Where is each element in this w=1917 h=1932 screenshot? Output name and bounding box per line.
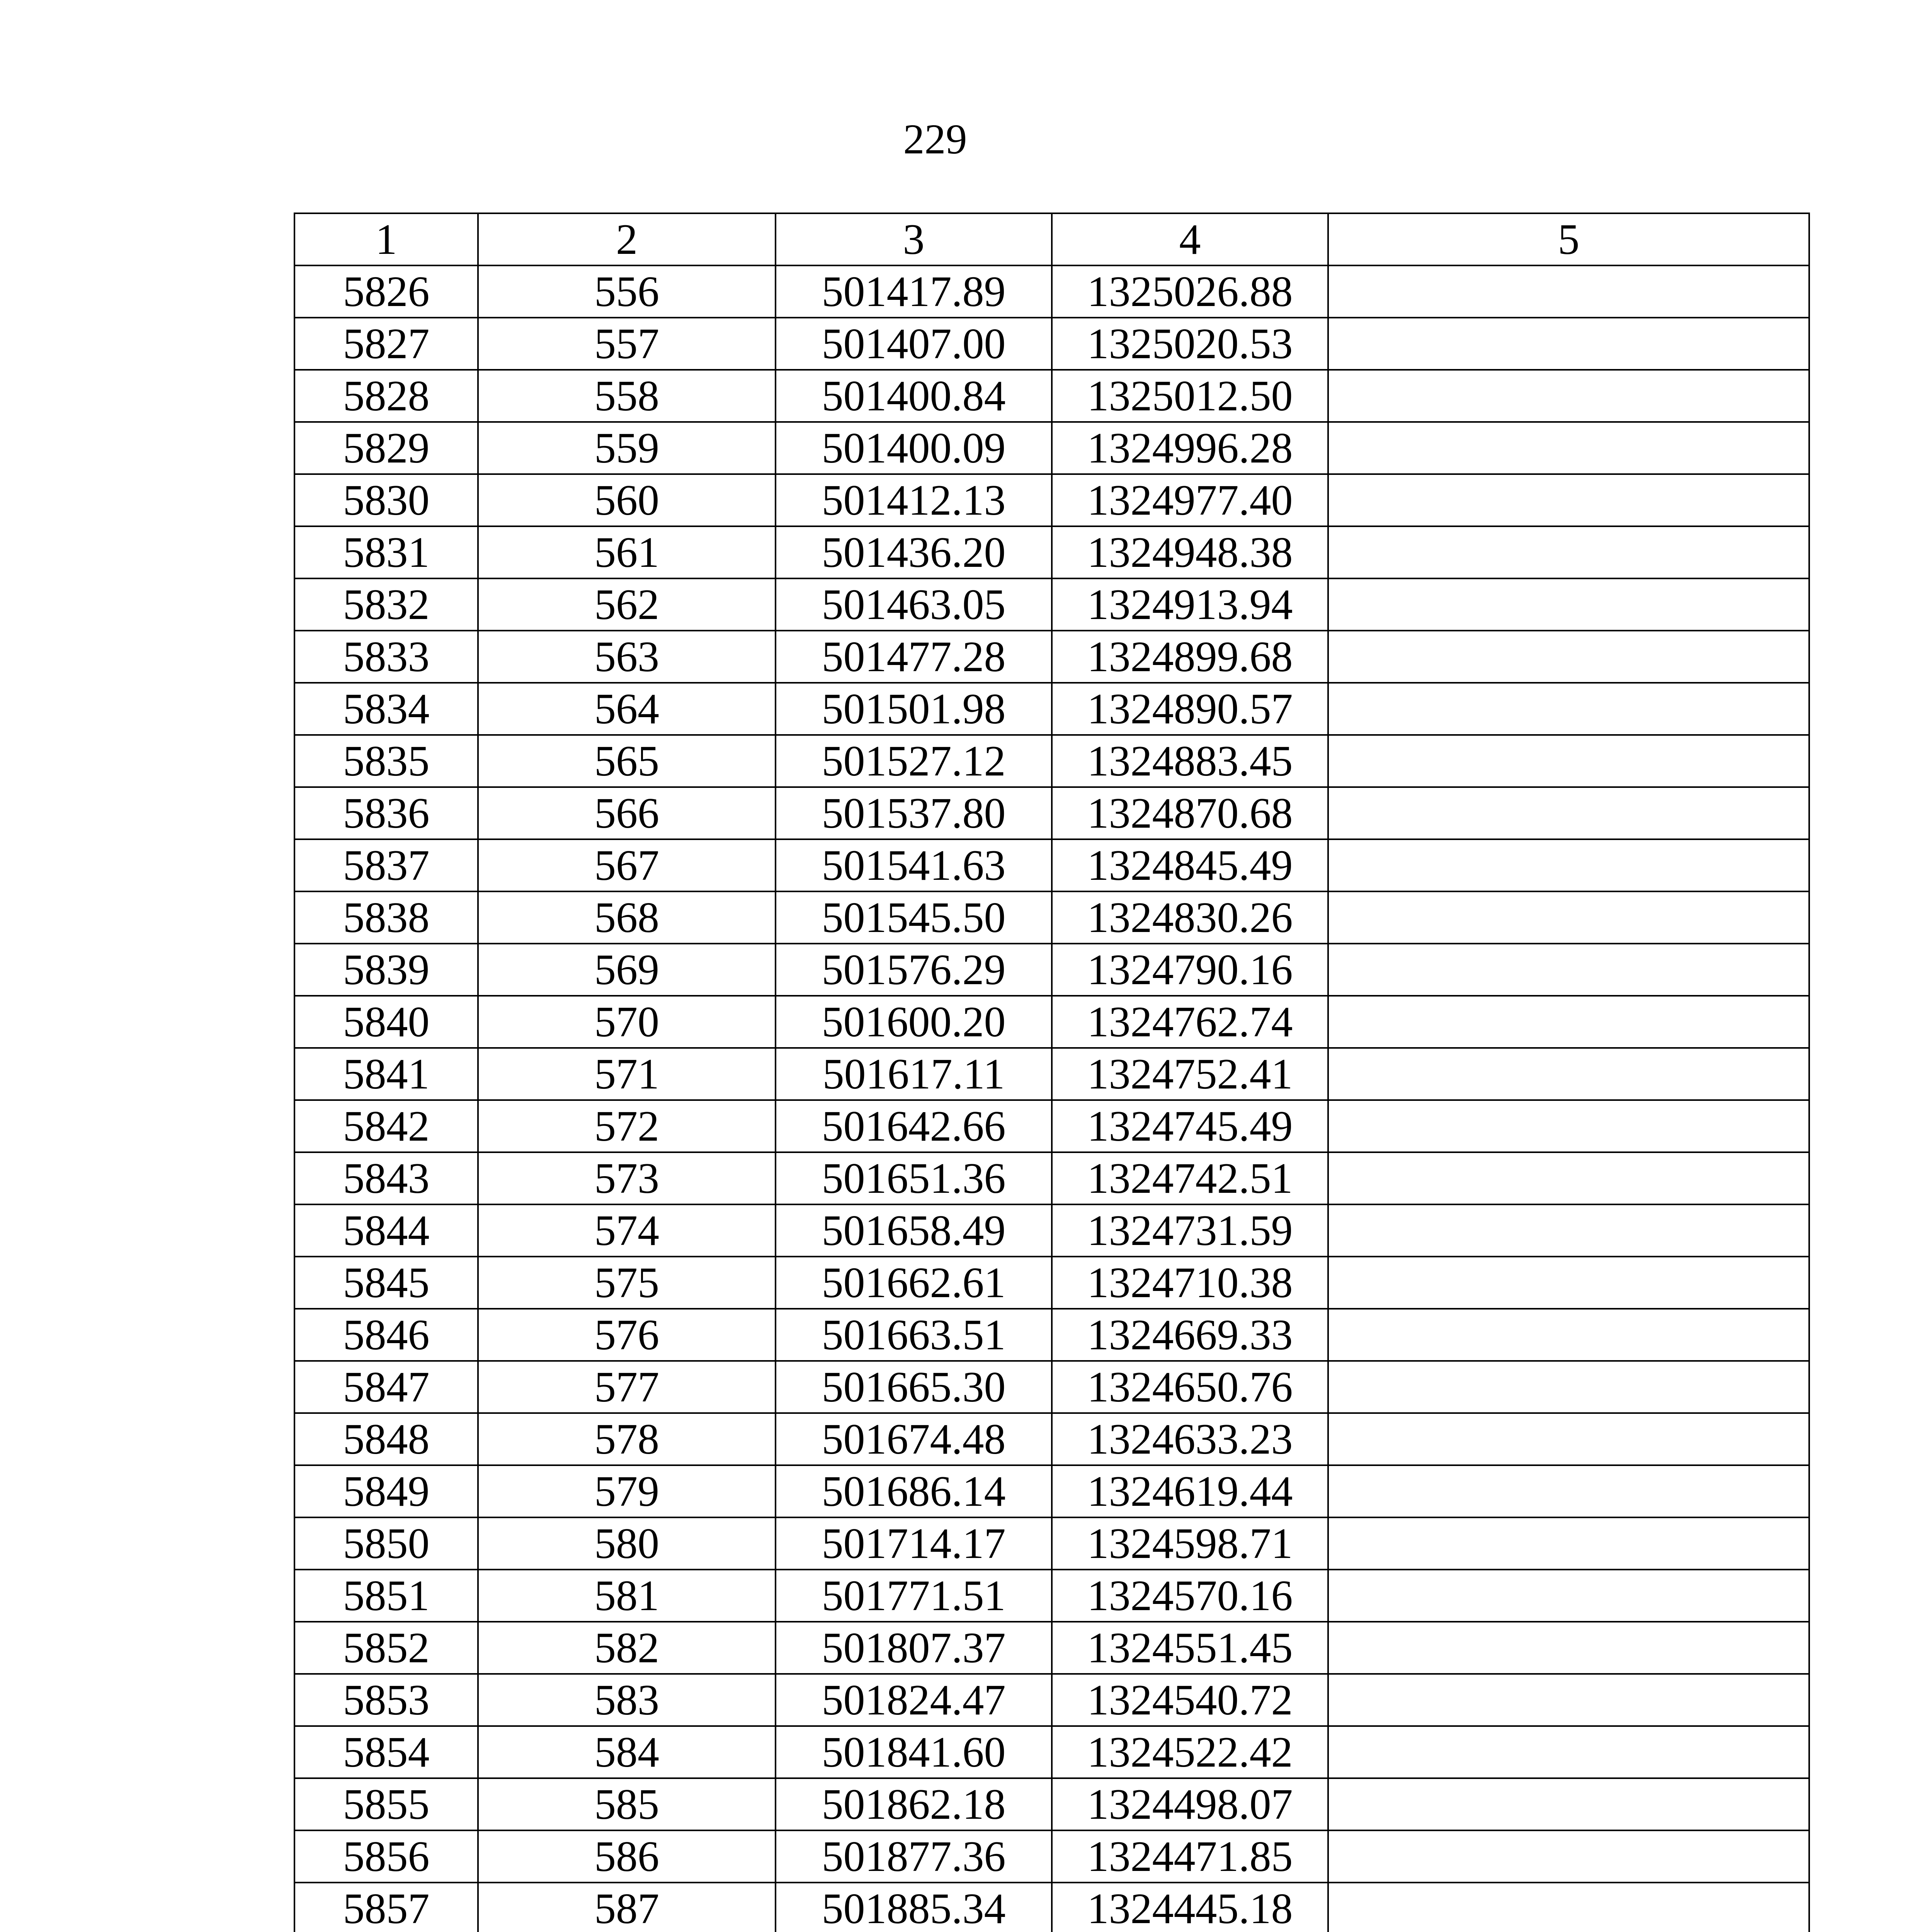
cell-note bbox=[1328, 944, 1809, 996]
cell-point-number: 5830 bbox=[294, 474, 478, 526]
cell-vertex-number: 574 bbox=[478, 1204, 776, 1257]
cell-note bbox=[1328, 1465, 1809, 1517]
cell-note bbox=[1328, 318, 1809, 370]
cell-vertex-number: 561 bbox=[478, 526, 776, 578]
cell-note bbox=[1328, 631, 1809, 683]
cell-coordinate-x: 501714.17 bbox=[776, 1517, 1052, 1570]
cell-vertex-number: 556 bbox=[478, 265, 776, 318]
cell-coordinate-x: 501477.28 bbox=[776, 631, 1052, 683]
table-row bbox=[294, 1257, 1809, 1309]
cell-vertex-number: 581 bbox=[478, 1570, 776, 1622]
table-row bbox=[294, 318, 1809, 370]
cell-vertex-number: 569 bbox=[478, 944, 776, 996]
cell-vertex-number: 563 bbox=[478, 631, 776, 683]
cell-coordinate-y: 1324498.07 bbox=[1052, 1778, 1328, 1830]
table-row bbox=[294, 370, 1809, 422]
cell-coordinate-y: 1325020.53 bbox=[1052, 318, 1328, 370]
header-col-3: 3 bbox=[776, 213, 1052, 265]
cell-point-number: 5849 bbox=[294, 1465, 478, 1517]
cell-vertex-number: 583 bbox=[478, 1674, 776, 1726]
cell-point-number: 5836 bbox=[294, 787, 478, 839]
cell-coordinate-y: 1324948.38 bbox=[1052, 526, 1328, 578]
cell-note bbox=[1328, 1100, 1809, 1152]
cell-coordinate-x: 501686.14 bbox=[776, 1465, 1052, 1517]
cell-coordinate-x: 501771.51 bbox=[776, 1570, 1052, 1622]
cell-point-number: 5834 bbox=[294, 683, 478, 735]
cell-point-number: 5835 bbox=[294, 735, 478, 787]
cell-coordinate-y: 1324870.68 bbox=[1052, 787, 1328, 839]
cell-coordinate-y: 1325012.50 bbox=[1052, 370, 1328, 422]
cell-coordinate-y: 1324445.18 bbox=[1052, 1883, 1328, 1932]
cell-point-number: 5845 bbox=[294, 1257, 478, 1309]
cell-vertex-number: 578 bbox=[478, 1413, 776, 1465]
cell-point-number: 5839 bbox=[294, 944, 478, 996]
cell-coordinate-y: 1324669.33 bbox=[1052, 1309, 1328, 1361]
cell-vertex-number: 582 bbox=[478, 1622, 776, 1674]
cell-point-number: 5844 bbox=[294, 1204, 478, 1257]
cell-note bbox=[1328, 1674, 1809, 1726]
header-col-2: 2 bbox=[478, 213, 776, 265]
table-row bbox=[294, 1830, 1809, 1883]
cell-point-number: 5850 bbox=[294, 1517, 478, 1570]
cell-coordinate-y: 1324752.41 bbox=[1052, 1048, 1328, 1100]
cell-coordinate-y: 1324790.16 bbox=[1052, 944, 1328, 996]
cell-note bbox=[1328, 1830, 1809, 1883]
cell-note bbox=[1328, 1257, 1809, 1309]
cell-coordinate-x: 501436.20 bbox=[776, 526, 1052, 578]
cell-coordinate-y: 1324899.68 bbox=[1052, 631, 1328, 683]
cell-coordinate-x: 501463.05 bbox=[776, 578, 1052, 631]
cell-note bbox=[1328, 1883, 1809, 1932]
cell-point-number: 5853 bbox=[294, 1674, 478, 1726]
table-row bbox=[294, 735, 1809, 787]
cell-coordinate-y: 1324742.51 bbox=[1052, 1152, 1328, 1204]
cell-note bbox=[1328, 839, 1809, 891]
cell-note bbox=[1328, 578, 1809, 631]
cell-coordinate-y: 1324540.72 bbox=[1052, 1674, 1328, 1726]
table-row bbox=[294, 1622, 1809, 1674]
cell-point-number: 5843 bbox=[294, 1152, 478, 1204]
table-body bbox=[294, 265, 1809, 1932]
cell-coordinate-x: 501617.11 bbox=[776, 1048, 1052, 1100]
cell-point-number: 5841 bbox=[294, 1048, 478, 1100]
cell-coordinate-y: 1324570.16 bbox=[1052, 1570, 1328, 1622]
cell-coordinate-x: 501417.89 bbox=[776, 265, 1052, 318]
cell-coordinate-y: 1324996.28 bbox=[1052, 422, 1328, 474]
cell-note bbox=[1328, 1517, 1809, 1570]
header-col-5: 5 bbox=[1328, 213, 1809, 265]
cell-point-number: 5851 bbox=[294, 1570, 478, 1622]
cell-coordinate-x: 501642.66 bbox=[776, 1100, 1052, 1152]
cell-coordinate-y: 1324890.57 bbox=[1052, 683, 1328, 735]
table-row bbox=[294, 1048, 1809, 1100]
cell-note bbox=[1328, 1622, 1809, 1674]
cell-note bbox=[1328, 1778, 1809, 1830]
cell-note bbox=[1328, 1152, 1809, 1204]
cell-coordinate-y: 1324650.76 bbox=[1052, 1361, 1328, 1413]
table-row bbox=[294, 1778, 1809, 1830]
cell-note bbox=[1328, 1309, 1809, 1361]
coordinates-table bbox=[294, 213, 1810, 1932]
cell-coordinate-x: 501537.80 bbox=[776, 787, 1052, 839]
cell-point-number: 5848 bbox=[294, 1413, 478, 1465]
cell-point-number: 5854 bbox=[294, 1726, 478, 1778]
table-row bbox=[294, 944, 1809, 996]
cell-coordinate-x: 501541.63 bbox=[776, 839, 1052, 891]
cell-point-number: 5852 bbox=[294, 1622, 478, 1674]
cell-coordinate-y: 1324745.49 bbox=[1052, 1100, 1328, 1152]
cell-note bbox=[1328, 683, 1809, 735]
cell-coordinate-x: 501662.61 bbox=[776, 1257, 1052, 1309]
cell-point-number: 5846 bbox=[294, 1309, 478, 1361]
table-row bbox=[294, 839, 1809, 891]
cell-vertex-number: 566 bbox=[478, 787, 776, 839]
cell-vertex-number: 568 bbox=[478, 891, 776, 944]
cell-coordinate-x: 501576.29 bbox=[776, 944, 1052, 996]
table-row bbox=[294, 996, 1809, 1048]
cell-coordinate-x: 501862.18 bbox=[776, 1778, 1052, 1830]
cell-vertex-number: 584 bbox=[478, 1726, 776, 1778]
header-col-4: 4 bbox=[1052, 213, 1328, 265]
cell-vertex-number: 562 bbox=[478, 578, 776, 631]
cell-coordinate-x: 501885.34 bbox=[776, 1883, 1052, 1932]
cell-vertex-number: 573 bbox=[478, 1152, 776, 1204]
table-row bbox=[294, 1204, 1809, 1257]
cell-vertex-number: 567 bbox=[478, 839, 776, 891]
cell-vertex-number: 565 bbox=[478, 735, 776, 787]
table-row bbox=[294, 787, 1809, 839]
cell-coordinate-y: 1324633.23 bbox=[1052, 1413, 1328, 1465]
cell-coordinate-y: 1324471.85 bbox=[1052, 1830, 1328, 1883]
cell-note bbox=[1328, 996, 1809, 1048]
cell-coordinate-y: 1324883.45 bbox=[1052, 735, 1328, 787]
table-row bbox=[294, 1465, 1809, 1517]
table-row bbox=[294, 265, 1809, 318]
cell-coordinate-x: 501824.47 bbox=[776, 1674, 1052, 1726]
cell-point-number: 5838 bbox=[294, 891, 478, 944]
table-row bbox=[294, 1100, 1809, 1152]
table-row bbox=[294, 1883, 1809, 1932]
cell-coordinate-y: 1324619.44 bbox=[1052, 1465, 1328, 1517]
cell-vertex-number: 587 bbox=[478, 1883, 776, 1932]
cell-vertex-number: 577 bbox=[478, 1361, 776, 1413]
cell-note bbox=[1328, 265, 1809, 318]
cell-note bbox=[1328, 474, 1809, 526]
cell-vertex-number: 579 bbox=[478, 1465, 776, 1517]
table-row bbox=[294, 1152, 1809, 1204]
cell-vertex-number: 585 bbox=[478, 1778, 776, 1830]
cell-point-number: 5831 bbox=[294, 526, 478, 578]
cell-coordinate-y: 1324762.74 bbox=[1052, 996, 1328, 1048]
cell-coordinate-y: 1324845.49 bbox=[1052, 839, 1328, 891]
cell-coordinate-x: 501545.50 bbox=[776, 891, 1052, 944]
cell-note bbox=[1328, 1413, 1809, 1465]
cell-coordinate-x: 501407.00 bbox=[776, 318, 1052, 370]
table-header bbox=[294, 213, 1809, 265]
cell-note bbox=[1328, 1726, 1809, 1778]
table-row bbox=[294, 1413, 1809, 1465]
cell-point-number: 5829 bbox=[294, 422, 478, 474]
table-row bbox=[294, 1361, 1809, 1413]
cell-note bbox=[1328, 1361, 1809, 1413]
cell-vertex-number: 586 bbox=[478, 1830, 776, 1883]
cell-vertex-number: 580 bbox=[478, 1517, 776, 1570]
cell-point-number: 5827 bbox=[294, 318, 478, 370]
cell-vertex-number: 575 bbox=[478, 1257, 776, 1309]
table-row bbox=[294, 683, 1809, 735]
cell-coordinate-y: 1324551.45 bbox=[1052, 1622, 1328, 1674]
cell-point-number: 5826 bbox=[294, 265, 478, 318]
cell-vertex-number: 558 bbox=[478, 370, 776, 422]
cell-coordinate-x: 501651.36 bbox=[776, 1152, 1052, 1204]
cell-coordinate-x: 501412.13 bbox=[776, 474, 1052, 526]
cell-point-number: 5828 bbox=[294, 370, 478, 422]
cell-coordinate-y: 1324522.42 bbox=[1052, 1726, 1328, 1778]
cell-coordinate-x: 501658.49 bbox=[776, 1204, 1052, 1257]
cell-coordinate-y: 1324710.38 bbox=[1052, 1257, 1328, 1309]
table-row bbox=[294, 631, 1809, 683]
cell-point-number: 5842 bbox=[294, 1100, 478, 1152]
table-row bbox=[294, 578, 1809, 631]
cell-vertex-number: 570 bbox=[478, 996, 776, 1048]
cell-note bbox=[1328, 891, 1809, 944]
cell-vertex-number: 576 bbox=[478, 1309, 776, 1361]
cell-coordinate-x: 501674.48 bbox=[776, 1413, 1052, 1465]
header-col-1: 1 bbox=[294, 213, 478, 265]
cell-note bbox=[1328, 526, 1809, 578]
cell-coordinate-y: 1324731.59 bbox=[1052, 1204, 1328, 1257]
cell-coordinate-x: 501600.20 bbox=[776, 996, 1052, 1048]
cell-coordinate-y: 1325026.88 bbox=[1052, 265, 1328, 318]
table-row bbox=[294, 1674, 1809, 1726]
cell-coordinate-x: 501807.37 bbox=[776, 1622, 1052, 1674]
cell-coordinate-y: 1324830.26 bbox=[1052, 891, 1328, 944]
cell-coordinate-x: 501501.98 bbox=[776, 683, 1052, 735]
cell-note bbox=[1328, 735, 1809, 787]
cell-vertex-number: 560 bbox=[478, 474, 776, 526]
cell-point-number: 5855 bbox=[294, 1778, 478, 1830]
table-row bbox=[294, 474, 1809, 526]
cell-coordinate-x: 501527.12 bbox=[776, 735, 1052, 787]
table-row bbox=[294, 1517, 1809, 1570]
cell-note bbox=[1328, 1048, 1809, 1100]
cell-coordinate-y: 1324913.94 bbox=[1052, 578, 1328, 631]
cell-point-number: 5837 bbox=[294, 839, 478, 891]
cell-note bbox=[1328, 1570, 1809, 1622]
cell-point-number: 5856 bbox=[294, 1830, 478, 1883]
page-number: 229 bbox=[903, 116, 967, 163]
cell-coordinate-y: 1324977.40 bbox=[1052, 474, 1328, 526]
cell-vertex-number: 559 bbox=[478, 422, 776, 474]
cell-vertex-number: 572 bbox=[478, 1100, 776, 1152]
cell-coordinate-x: 501841.60 bbox=[776, 1726, 1052, 1778]
cell-point-number: 5847 bbox=[294, 1361, 478, 1413]
cell-point-number: 5832 bbox=[294, 578, 478, 631]
header-row bbox=[294, 213, 1809, 265]
cell-coordinate-y: 1324598.71 bbox=[1052, 1517, 1328, 1570]
cell-coordinate-x: 501400.09 bbox=[776, 422, 1052, 474]
cell-note bbox=[1328, 370, 1809, 422]
table-row bbox=[294, 422, 1809, 474]
cell-note bbox=[1328, 422, 1809, 474]
cell-note bbox=[1328, 787, 1809, 839]
cell-coordinate-x: 501665.30 bbox=[776, 1361, 1052, 1413]
cell-vertex-number: 564 bbox=[478, 683, 776, 735]
table-row bbox=[294, 1726, 1809, 1778]
cell-coordinate-x: 501663.51 bbox=[776, 1309, 1052, 1361]
table-row bbox=[294, 1570, 1809, 1622]
cell-vertex-number: 571 bbox=[478, 1048, 776, 1100]
cell-point-number: 5840 bbox=[294, 996, 478, 1048]
cell-note bbox=[1328, 1204, 1809, 1257]
cell-coordinate-x: 501400.84 bbox=[776, 370, 1052, 422]
cell-point-number: 5857 bbox=[294, 1883, 478, 1932]
cell-vertex-number: 557 bbox=[478, 318, 776, 370]
table-row bbox=[294, 526, 1809, 578]
table-row bbox=[294, 1309, 1809, 1361]
cell-point-number: 5833 bbox=[294, 631, 478, 683]
cell-coordinate-x: 501877.36 bbox=[776, 1830, 1052, 1883]
table-row bbox=[294, 891, 1809, 944]
